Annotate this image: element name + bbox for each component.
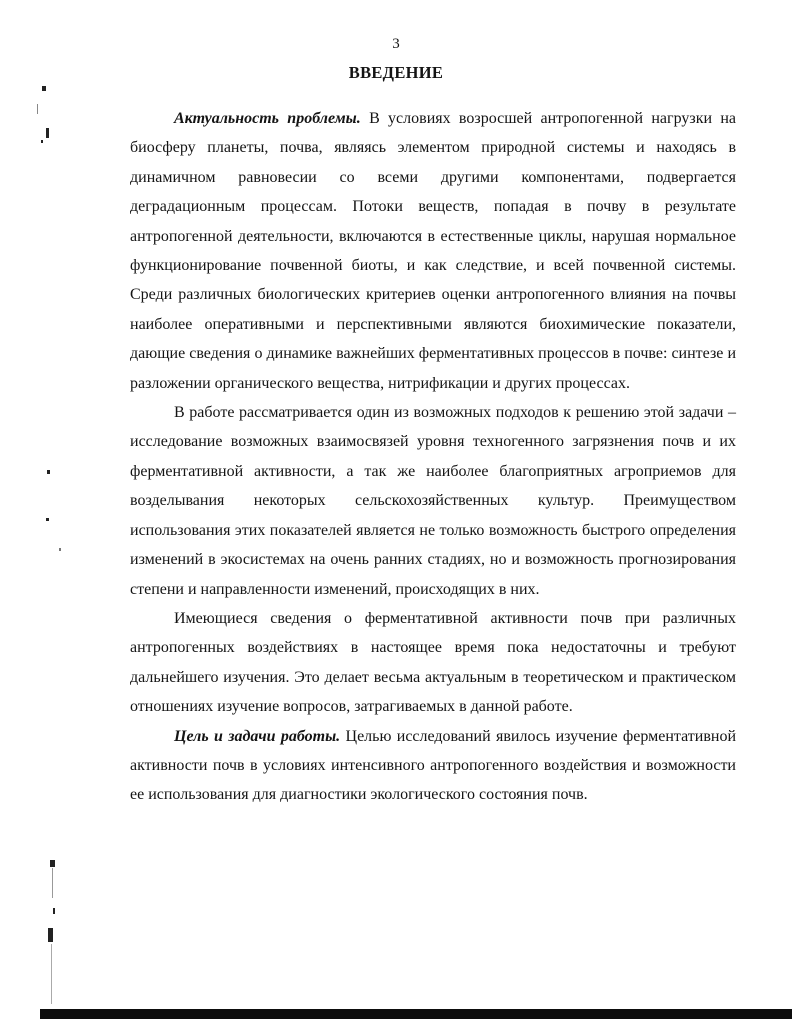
document-body: [130, 104, 736, 810]
scan-artifact: [37, 104, 38, 114]
scan-artifact: [46, 128, 49, 138]
section-heading: ВВЕДЕНИЕ: [348, 63, 444, 82]
scan-artifact: [50, 860, 55, 867]
paragraph-lead-relevance: Актуальность проблемы.: [174, 110, 361, 127]
scan-artifact: [52, 868, 53, 898]
paragraph-text-goals: Целью исследований явилось изучение ферментативной активности почв в условиях интенсивного антропогенного воздействия и возможности ее использования для диагностики экологического состояния почв.: [130, 727, 737, 804]
scan-artifact: [41, 140, 43, 143]
scan-artifact: [53, 908, 55, 914]
paragraph-text-knowledge: Имеющиеся сведения о ферментативной активности почв при различных антропогенных воздействиях в настоящее время пока недостаточны и требуют дальнейшего изучения. Это делает весьма актуальным в теоретическом и практическом отношениях изучение вопросов, затрагиваемых в данной работе.: [130, 609, 736, 716]
scan-artifact: [46, 518, 49, 521]
scan-bottom-edge: [40, 1009, 792, 1019]
paragraph-knowledge: [130, 604, 736, 722]
paragraph-text-approach: В работе рассматривается один из возможных подходов к решению этой задачи – исследование возможных взаимосвязей уровня техногенного загрязнения почв и их ферментативной активности, а так же наиболее благоприятных агроприемов для возделывания некоторых сельскохозяйственных культур. Преимуществом использования этих показателей является не только возможность быстрого определения изменений в экосистемах на очень ранних стадиях, но и возможность прогнозирования степени и направленности изменений, происходящих в них.: [130, 404, 736, 598]
scan-artifact: [48, 928, 53, 942]
page-number: 3: [392, 36, 400, 52]
paragraph-text-relevance: В условиях возросшей антропогенной нагрузки на биосферу планеты, почва, являясь элементом природной системы и находясь в динамичном равновесии со всеми другими компонентами, подвергается деградационным процессам. Потоки веществ, попадая в почву в результате антропогенной деятельности, включаются в естественные циклы, нарушая нормальное функционирование почвенной биоты, и как следствие, и всей почвенной системы. Среди различных биологических критериев оценки антропогенного влияния на почвы наиболее оперативными и перспективными являются биохимические показатели, дающие сведения о динамике важнейших ферментативных процессов в почве: синтезе и разложении органического вещества, нитрификации и других процессах.: [130, 110, 737, 392]
paragraph-goals: [130, 722, 736, 810]
paragraph-lead-goals: Цель и задачи работы.: [174, 727, 341, 745]
paragraph-approach: [130, 398, 736, 604]
scan-artifact: [42, 86, 46, 91]
scan-artifact: [51, 944, 52, 1004]
scan-artifact: [47, 470, 50, 474]
paragraph-relevance: [130, 104, 736, 398]
scan-artifact: [59, 548, 61, 551]
